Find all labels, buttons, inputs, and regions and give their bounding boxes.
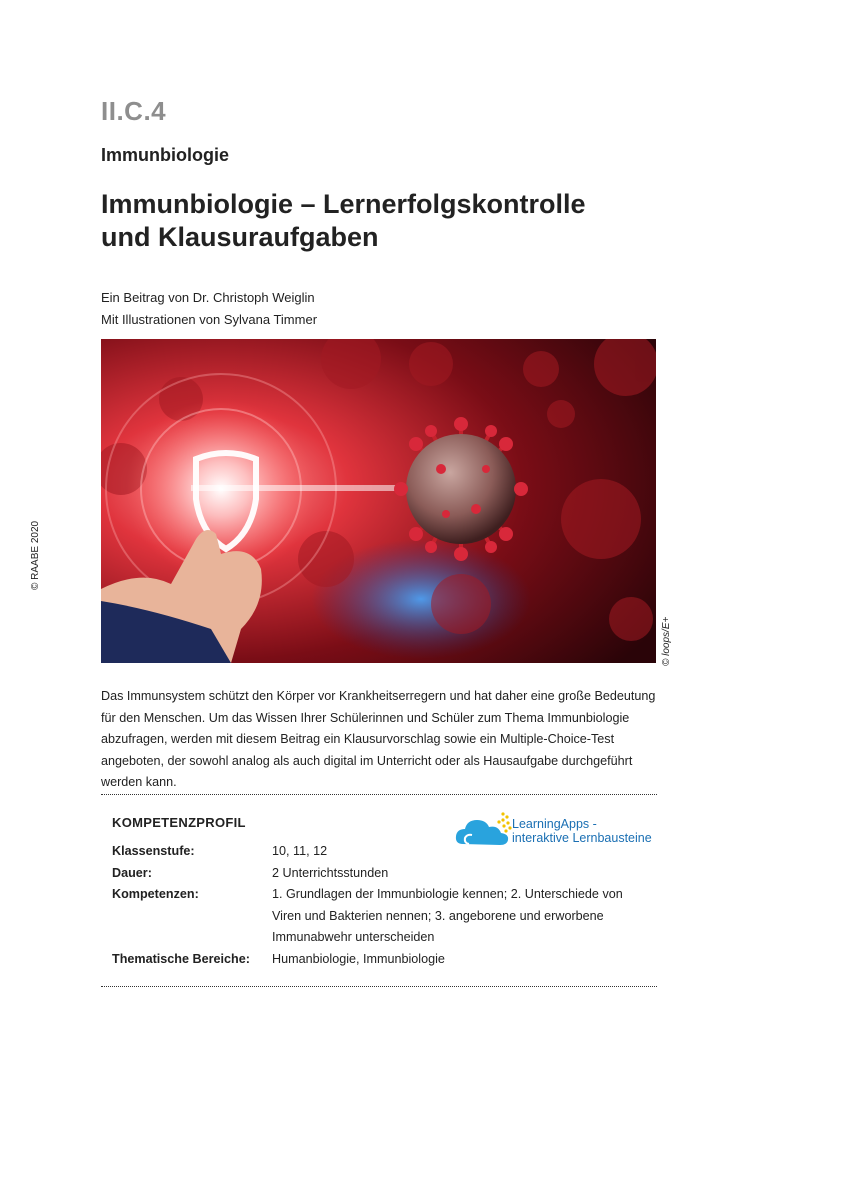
image-credit-vertical: © loops/E+ — [661, 616, 672, 666]
profile-label: Kompetenzen: — [112, 887, 199, 901]
subject-heading: Immunbiologie — [101, 145, 229, 165]
profile-label: Klassenstufe: — [112, 844, 195, 858]
byline — [101, 287, 317, 331]
profile-value: 2 Unterrichtsstunden — [272, 865, 389, 880]
profile-row — [112, 884, 652, 949]
profile-value: 1. Grundlagen der Immunbiologie kennen; 2. Unterschiede von Viren und Bakterien nennen; 3. angeborene und erworbene Immunabwehr unterscheiden — [272, 887, 623, 944]
copyright-vertical: © RAABE 2020 — [30, 520, 41, 590]
profile-label: Dauer: — [112, 865, 152, 880]
profile-label: Thematische Bereiche: — [112, 951, 250, 966]
hero-image — [101, 339, 656, 663]
section-code: II.C.4 — [101, 96, 167, 126]
profile-value: 10, 11, 12 — [272, 844, 328, 858]
title-line-1: Immunbiologie – Lernerfolgskontrolle — [101, 189, 586, 219]
logo-line-2: interaktive Lernbausteine — [512, 831, 652, 845]
profile-row — [112, 949, 652, 971]
intro-paragraph: Das Immunsystem schützt den Körper vor Krankheitserregern und hat daher eine große Bedeutung für den Menschen. Um das Wissen Ihrer Schülerinnen und Schüler zum Thema Immunbiologie abzufragen, werden mit diesem Beitrag ein Klausurvorschlag sowie ein Multiple-Choice-Test angeboten, der sowohl analog als auch digital im Unterricht oder als Hausaufgabe durchgeführt werden kann. — [101, 689, 656, 789]
logo-line-1: LearningApps - — [512, 817, 597, 831]
author-line: Ein Beitrag von Dr. Christoph Weiglin — [101, 290, 315, 305]
profile-value: Humanbiologie, Immunbiologie — [272, 951, 445, 966]
profile-row — [112, 863, 652, 885]
profile-heading: KOMPETENZPROFIL — [112, 815, 246, 830]
page-title — [101, 188, 661, 254]
illustrator-line: Mit Illustrationen von Sylvana Timmer — [101, 312, 318, 327]
divider-bottom — [101, 986, 657, 987]
profile-row — [112, 841, 652, 863]
virus-shield-illustration — [101, 339, 656, 663]
profile-table — [112, 841, 652, 970]
divider-top — [101, 794, 657, 795]
title-line-2: und Klausuraufgaben — [101, 222, 379, 252]
